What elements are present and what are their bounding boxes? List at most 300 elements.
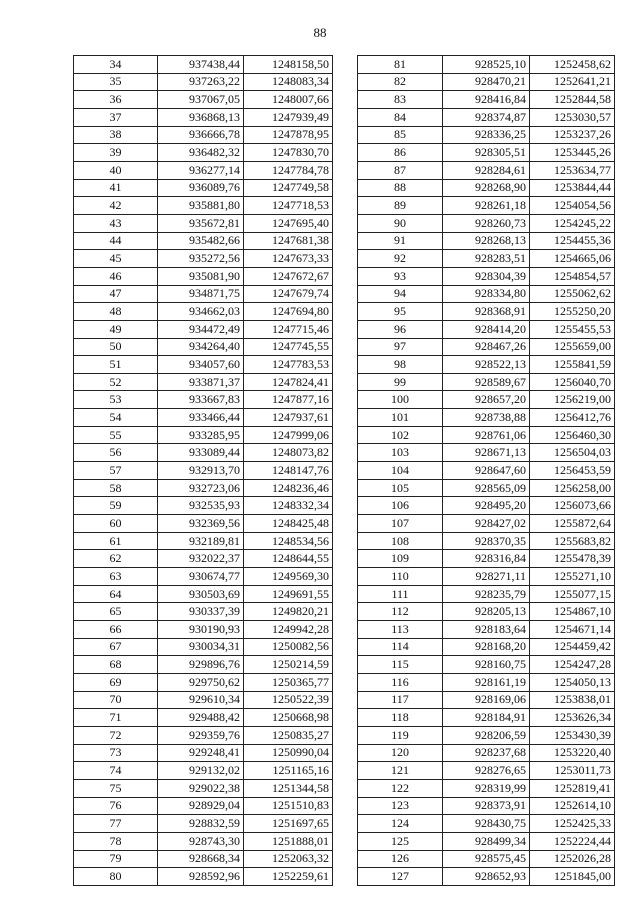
table-row [74,850,333,868]
y-coordinate-cell: 1248425,48 [244,515,333,533]
point-number-cell: 83 [358,91,443,109]
point-number-cell: 88 [358,179,443,197]
point-number-cell: 101 [358,409,443,427]
y-coordinate-cell: 1254459,42 [530,638,615,656]
x-coordinate-cell: 928161,19 [443,673,530,691]
table-row [74,91,333,109]
x-coordinate-cell: 928470,21 [443,73,530,91]
x-coordinate-cell: 929248,41 [158,744,244,762]
table-row [358,585,615,603]
point-number-cell: 46 [74,267,158,285]
x-coordinate-cell: 932913,70 [158,462,244,480]
y-coordinate-cell: 1256219,00 [530,391,615,409]
table-row [358,603,615,621]
point-number-cell: 48 [74,303,158,321]
point-number-cell: 87 [358,161,443,179]
y-coordinate-cell: 1253011,73 [530,762,615,780]
y-coordinate-cell: 1255872,64 [530,515,615,533]
table-row [74,126,333,144]
point-number-cell: 41 [74,179,158,197]
x-coordinate-cell: 928743,30 [158,832,244,850]
table-row [74,638,333,656]
point-number-cell: 73 [74,744,158,762]
table-row [74,462,333,480]
table-row [358,73,615,91]
table-row [74,709,333,727]
y-coordinate-cell: 1255250,20 [530,303,615,321]
x-coordinate-cell: 933285,95 [158,426,244,444]
table-row [74,691,333,709]
point-number-cell: 121 [358,762,443,780]
table-row [74,214,333,232]
table-row [358,691,615,709]
x-coordinate-cell: 928276,65 [443,762,530,780]
point-number-cell: 99 [358,373,443,391]
y-coordinate-cell: 1255062,62 [530,285,615,303]
table-row [358,108,615,126]
x-coordinate-cell: 928184,91 [443,709,530,727]
point-number-cell: 52 [74,373,158,391]
y-coordinate-cell: 1251888,01 [244,832,333,850]
table-row [358,426,615,444]
y-coordinate-cell: 1252819,41 [530,779,615,797]
point-number-cell: 37 [74,108,158,126]
y-coordinate-cell: 1250990,04 [244,744,333,762]
table-row [74,832,333,850]
x-coordinate-cell: 930337,39 [158,603,244,621]
y-coordinate-cell: 1253220,40 [530,744,615,762]
table-row [74,585,333,603]
y-coordinate-cell: 1252425,33 [530,815,615,833]
x-coordinate-cell: 928575,45 [443,850,530,868]
point-number-cell: 72 [74,726,158,744]
point-number-cell: 102 [358,426,443,444]
x-coordinate-cell: 928334,80 [443,285,530,303]
y-coordinate-cell: 1254867,10 [530,603,615,621]
y-coordinate-cell: 1247718,53 [244,197,333,215]
point-number-cell: 123 [358,797,443,815]
y-coordinate-cell: 1256412,76 [530,409,615,427]
x-coordinate-cell: 928373,91 [443,797,530,815]
x-coordinate-cell: 933089,44 [158,444,244,462]
x-coordinate-cell: 928929,04 [158,797,244,815]
table-row [358,656,615,674]
point-number-cell: 49 [74,320,158,338]
x-coordinate-cell: 934871,75 [158,285,244,303]
point-number-cell: 95 [358,303,443,321]
x-coordinate-cell: 935881,80 [158,197,244,215]
y-coordinate-cell: 1247694,80 [244,303,333,321]
point-number-cell: 106 [358,497,443,515]
table-row [358,832,615,850]
point-number-cell: 35 [74,73,158,91]
y-coordinate-cell: 1247749,58 [244,179,333,197]
y-coordinate-cell: 1250522,39 [244,691,333,709]
y-coordinate-cell: 1251510,83 [244,797,333,815]
x-coordinate-cell: 932369,56 [158,515,244,533]
table-row [358,797,615,815]
x-coordinate-cell: 928268,13 [443,232,530,250]
x-coordinate-cell: 928168,20 [443,638,530,656]
table-row [358,497,615,515]
x-coordinate-cell: 928647,60 [443,462,530,480]
x-coordinate-cell: 928652,93 [443,868,530,886]
point-number-cell: 74 [74,762,158,780]
y-coordinate-cell: 1254245,22 [530,214,615,232]
x-coordinate-cell: 928589,67 [443,373,530,391]
point-number-cell: 93 [358,267,443,285]
y-coordinate-cell: 1247745,55 [244,338,333,356]
y-coordinate-cell: 1247784,78 [244,161,333,179]
point-number-cell: 78 [74,832,158,850]
y-coordinate-cell: 1254665,06 [530,250,615,268]
table-row [358,868,615,886]
y-coordinate-cell: 1252224,44 [530,832,615,850]
y-coordinate-cell: 1251344,58 [244,779,333,797]
point-number-cell: 104 [358,462,443,480]
x-coordinate-cell: 932189,81 [158,532,244,550]
y-coordinate-cell: 1252259,61 [244,868,333,886]
x-coordinate-cell: 928657,20 [443,391,530,409]
table-row [74,532,333,550]
x-coordinate-cell: 934472,49 [158,320,244,338]
table-row [358,373,615,391]
x-coordinate-cell: 928205,13 [443,603,530,621]
y-coordinate-cell: 1248332,34 [244,497,333,515]
point-number-cell: 77 [74,815,158,833]
table-row [358,568,615,586]
x-coordinate-cell: 929488,42 [158,709,244,727]
x-coordinate-cell: 928319,99 [443,779,530,797]
table-row [74,426,333,444]
x-coordinate-cell: 937263,22 [158,73,244,91]
table-row [74,868,333,886]
table-row [74,744,333,762]
point-number-cell: 60 [74,515,158,533]
y-coordinate-cell: 1247999,06 [244,426,333,444]
point-number-cell: 79 [74,850,158,868]
coordinates-table-left [73,55,333,886]
table-row [358,338,615,356]
table-row [358,709,615,727]
point-number-cell: 124 [358,815,443,833]
table-row [74,621,333,639]
y-coordinate-cell: 1252844,58 [530,91,615,109]
point-number-cell: 55 [74,426,158,444]
x-coordinate-cell: 928183,64 [443,621,530,639]
point-number-cell: 119 [358,726,443,744]
point-number-cell: 127 [358,868,443,886]
table-row [74,815,333,833]
point-number-cell: 70 [74,691,158,709]
point-number-cell: 122 [358,779,443,797]
x-coordinate-cell: 928169,06 [443,691,530,709]
point-number-cell: 111 [358,585,443,603]
point-number-cell: 110 [358,568,443,586]
y-coordinate-cell: 1252026,28 [530,850,615,868]
table-row [74,550,333,568]
y-coordinate-cell: 1256460,30 [530,426,615,444]
x-coordinate-cell: 929610,34 [158,691,244,709]
x-coordinate-cell: 928336,25 [443,126,530,144]
point-number-cell: 40 [74,161,158,179]
table-row [358,391,615,409]
y-coordinate-cell: 1247830,70 [244,144,333,162]
x-coordinate-cell: 928304,39 [443,267,530,285]
table-row [358,638,615,656]
x-coordinate-cell: 928370,35 [443,532,530,550]
x-coordinate-cell: 928374,87 [443,108,530,126]
y-coordinate-cell: 1249942,28 [244,621,333,639]
y-coordinate-cell: 1253430,39 [530,726,615,744]
point-number-cell: 65 [74,603,158,621]
y-coordinate-cell: 1254054,56 [530,197,615,215]
x-coordinate-cell: 936868,13 [158,108,244,126]
point-number-cell: 107 [358,515,443,533]
table-row [358,267,615,285]
table-row [74,515,333,533]
point-number-cell: 125 [358,832,443,850]
y-coordinate-cell: 1251697,65 [244,815,333,833]
table-row [358,214,615,232]
table-row [358,56,615,74]
point-number-cell: 42 [74,197,158,215]
y-coordinate-cell: 1252614,10 [530,797,615,815]
y-coordinate-cell: 1247877,16 [244,391,333,409]
point-number-cell: 97 [358,338,443,356]
table-row [358,356,615,374]
table-row [358,179,615,197]
x-coordinate-cell: 928283,51 [443,250,530,268]
y-coordinate-cell: 1249569,30 [244,568,333,586]
y-coordinate-cell: 1247937,61 [244,409,333,427]
x-coordinate-cell: 929022,38 [158,779,244,797]
y-coordinate-cell: 1254854,57 [530,267,615,285]
table-row [74,250,333,268]
y-coordinate-cell: 1248083,34 [244,73,333,91]
y-coordinate-cell: 1248534,56 [244,532,333,550]
y-coordinate-cell: 1255455,53 [530,320,615,338]
point-number-cell: 38 [74,126,158,144]
y-coordinate-cell: 1256258,00 [530,479,615,497]
table-row [74,267,333,285]
table-row [74,673,333,691]
table-row [358,303,615,321]
y-coordinate-cell: 1254671,14 [530,621,615,639]
x-coordinate-cell: 935482,66 [158,232,244,250]
x-coordinate-cell: 928305,51 [443,144,530,162]
table-row [74,197,333,215]
x-coordinate-cell: 928284,61 [443,161,530,179]
x-coordinate-cell: 937067,05 [158,91,244,109]
y-coordinate-cell: 1247681,38 [244,232,333,250]
x-coordinate-cell: 928268,90 [443,179,530,197]
x-coordinate-cell: 928237,68 [443,744,530,762]
y-coordinate-cell: 1247673,33 [244,250,333,268]
y-coordinate-cell: 1255841,59 [530,356,615,374]
point-number-cell: 126 [358,850,443,868]
table-row [358,126,615,144]
table-row [74,320,333,338]
y-coordinate-cell: 1252063,32 [244,850,333,868]
point-number-cell: 56 [74,444,158,462]
x-coordinate-cell: 928671,13 [443,444,530,462]
y-coordinate-cell: 1247679,74 [244,285,333,303]
table-row [358,285,615,303]
table-row [358,815,615,833]
table-row [74,179,333,197]
y-coordinate-cell: 1253626,34 [530,709,615,727]
table-row [358,232,615,250]
x-coordinate-cell: 929132,02 [158,762,244,780]
x-coordinate-cell: 928592,96 [158,868,244,886]
x-coordinate-cell: 933871,37 [158,373,244,391]
table-row [74,144,333,162]
table-row [358,320,615,338]
point-number-cell: 67 [74,638,158,656]
x-coordinate-cell: 932535,93 [158,497,244,515]
x-coordinate-cell: 928271,11 [443,568,530,586]
point-number-cell: 63 [74,568,158,586]
point-number-cell: 98 [358,356,443,374]
point-number-cell: 47 [74,285,158,303]
x-coordinate-cell: 928316,84 [443,550,530,568]
y-coordinate-cell: 1255659,00 [530,338,615,356]
y-coordinate-cell: 1254455,36 [530,232,615,250]
table-row [74,338,333,356]
point-number-cell: 105 [358,479,443,497]
x-coordinate-cell: 928261,18 [443,197,530,215]
table-row [74,762,333,780]
x-coordinate-cell: 928761,06 [443,426,530,444]
point-number-cell: 114 [358,638,443,656]
point-number-cell: 76 [74,797,158,815]
y-coordinate-cell: 1254247,28 [530,656,615,674]
point-number-cell: 118 [358,709,443,727]
point-number-cell: 58 [74,479,158,497]
point-number-cell: 91 [358,232,443,250]
point-number-cell: 109 [358,550,443,568]
table-row [74,568,333,586]
point-number-cell: 71 [74,709,158,727]
point-number-cell: 116 [358,673,443,691]
table-row [74,356,333,374]
table-row [358,744,615,762]
point-number-cell: 59 [74,497,158,515]
table-row [74,797,333,815]
table-row [358,779,615,797]
y-coordinate-cell: 1250365,77 [244,673,333,691]
point-number-cell: 94 [358,285,443,303]
y-coordinate-cell: 1249691,55 [244,585,333,603]
x-coordinate-cell: 928495,20 [443,497,530,515]
table-row [74,444,333,462]
point-number-cell: 90 [358,214,443,232]
point-number-cell: 36 [74,91,158,109]
y-coordinate-cell: 1255683,82 [530,532,615,550]
y-coordinate-cell: 1248158,50 [244,56,333,74]
x-coordinate-cell: 934057,60 [158,356,244,374]
table-row [358,462,615,480]
y-coordinate-cell: 1255271,10 [530,568,615,586]
x-coordinate-cell: 930034,31 [158,638,244,656]
point-number-cell: 81 [358,56,443,74]
x-coordinate-cell: 935081,90 [158,267,244,285]
x-coordinate-cell: 928416,84 [443,91,530,109]
point-number-cell: 61 [74,532,158,550]
table-row [358,532,615,550]
x-coordinate-cell: 936089,76 [158,179,244,197]
x-coordinate-cell: 928206,59 [443,726,530,744]
y-coordinate-cell: 1247695,40 [244,214,333,232]
x-coordinate-cell: 930674,77 [158,568,244,586]
x-coordinate-cell: 932723,06 [158,479,244,497]
table-row [358,621,615,639]
table-row [358,550,615,568]
table-row [358,250,615,268]
x-coordinate-cell: 936277,14 [158,161,244,179]
y-coordinate-cell: 1247783,53 [244,356,333,374]
point-number-cell: 103 [358,444,443,462]
x-coordinate-cell: 937438,44 [158,56,244,74]
x-coordinate-cell: 928260,73 [443,214,530,232]
point-number-cell: 69 [74,673,158,691]
x-coordinate-cell: 930503,69 [158,585,244,603]
point-number-cell: 54 [74,409,158,427]
table-row [358,161,615,179]
table-row [74,285,333,303]
x-coordinate-cell: 933466,44 [158,409,244,427]
table-row [358,444,615,462]
y-coordinate-cell: 1255077,15 [530,585,615,603]
x-coordinate-cell: 928522,13 [443,356,530,374]
table-row [74,603,333,621]
y-coordinate-cell: 1253838,01 [530,691,615,709]
x-coordinate-cell: 934264,40 [158,338,244,356]
point-number-cell: 92 [358,250,443,268]
y-coordinate-cell: 1250214,59 [244,656,333,674]
point-number-cell: 108 [358,532,443,550]
y-coordinate-cell: 1255478,39 [530,550,615,568]
point-number-cell: 117 [358,691,443,709]
y-coordinate-cell: 1248644,55 [244,550,333,568]
point-number-cell: 66 [74,621,158,639]
y-coordinate-cell: 1256504,03 [530,444,615,462]
coordinates-table-right [357,55,615,886]
point-number-cell: 68 [74,656,158,674]
x-coordinate-cell: 928738,88 [443,409,530,427]
x-coordinate-cell: 936666,78 [158,126,244,144]
table-row [74,409,333,427]
table-row [358,197,615,215]
y-coordinate-cell: 1253445,26 [530,144,615,162]
x-coordinate-cell: 928414,20 [443,320,530,338]
point-number-cell: 64 [74,585,158,603]
table-row [74,108,333,126]
point-number-cell: 84 [358,108,443,126]
table-row [74,73,333,91]
y-coordinate-cell: 1253844,44 [530,179,615,197]
x-coordinate-cell: 936482,32 [158,144,244,162]
point-number-cell: 86 [358,144,443,162]
table-row [74,479,333,497]
point-number-cell: 115 [358,656,443,674]
y-coordinate-cell: 1256073,66 [530,497,615,515]
x-coordinate-cell: 928499,34 [443,832,530,850]
x-coordinate-cell: 935672,81 [158,214,244,232]
y-coordinate-cell: 1247878,95 [244,126,333,144]
y-coordinate-cell: 1248236,46 [244,479,333,497]
